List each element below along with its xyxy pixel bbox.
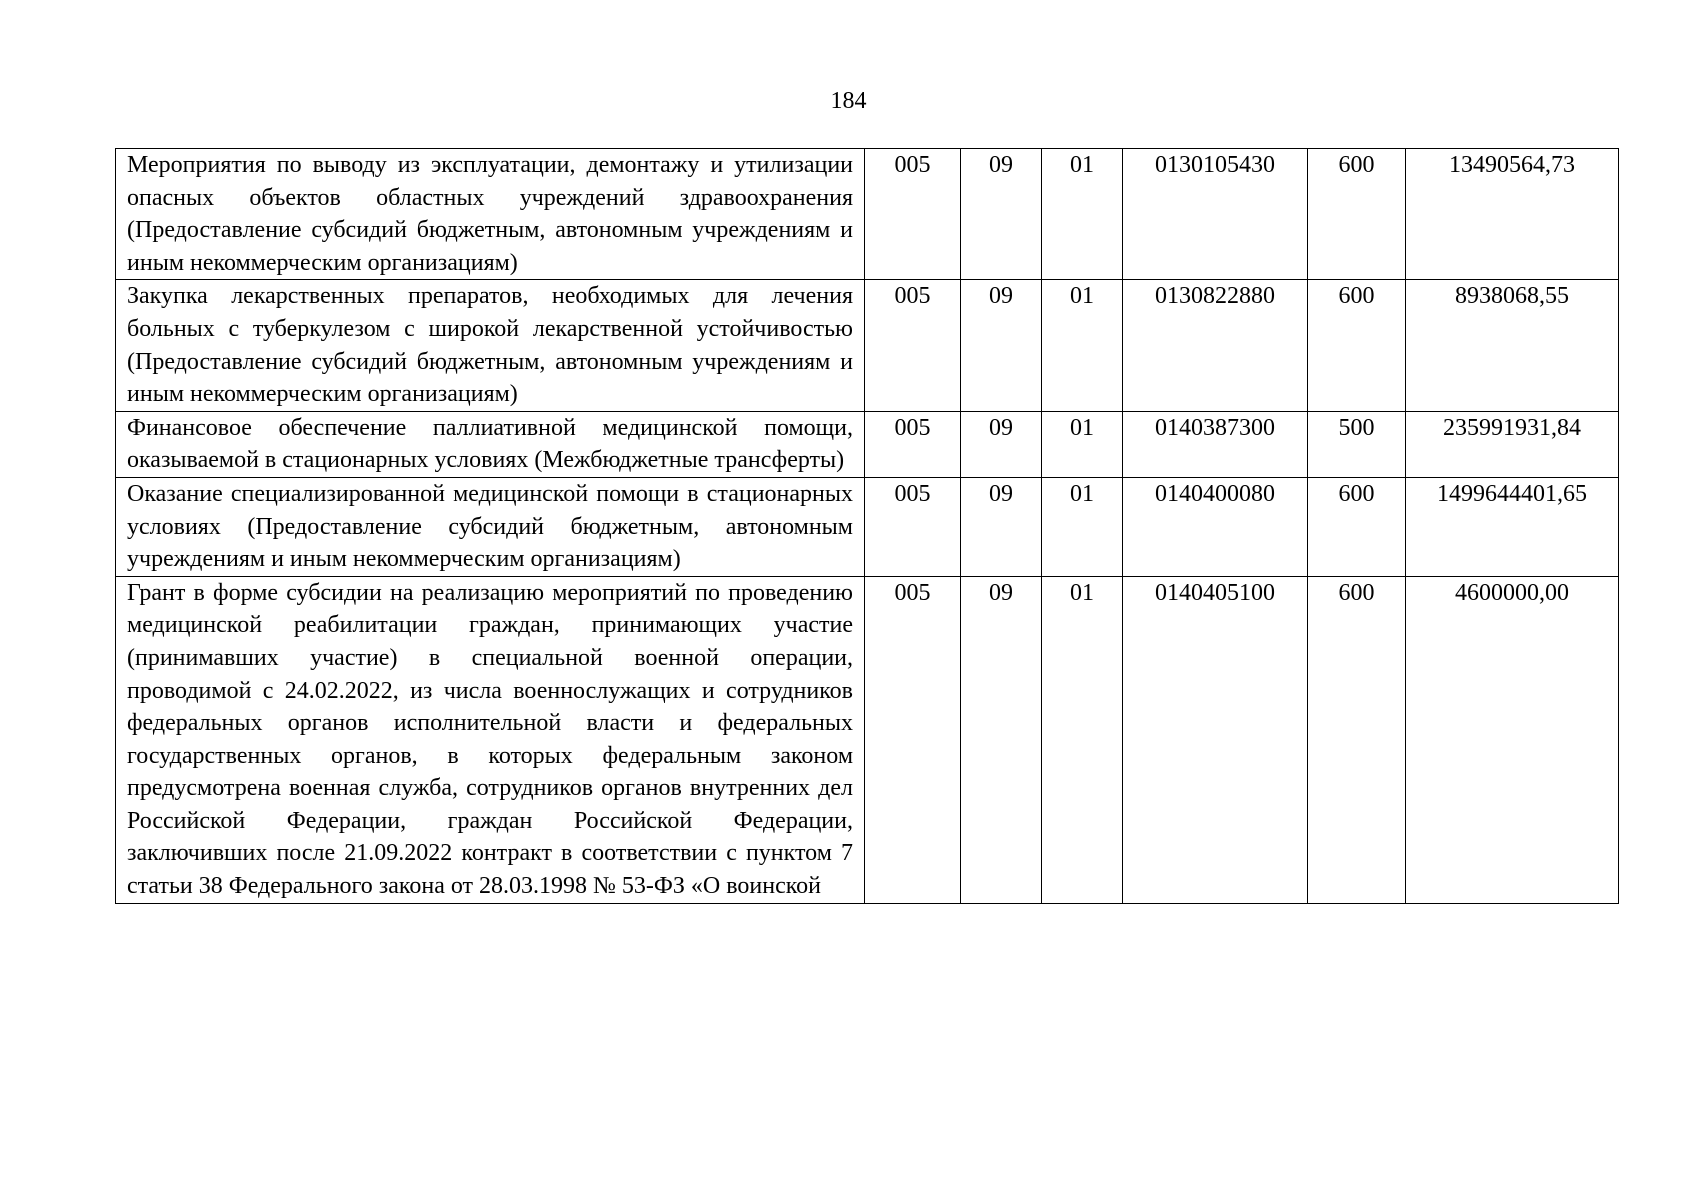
page-number: 184: [830, 88, 867, 114]
row-amount: 13490564,73: [1406, 149, 1619, 280]
row-grbs-code: 005: [865, 411, 961, 477]
row-subsection-code: 01: [1042, 280, 1123, 411]
table-row: [116, 411, 1619, 477]
row-target-article-code: 0140387300: [1123, 411, 1308, 477]
row-expense-type-code: 600: [1308, 280, 1406, 411]
row-description: Оказание специализированной медицинской помощи в стационарных условиях (Предоставление субсидий бюджетным, автономным учреждениям и иным некоммерческим организациям): [116, 477, 865, 576]
table-row: [116, 149, 1619, 280]
row-expense-type-code: 600: [1308, 477, 1406, 576]
row-subsection-code: 01: [1042, 149, 1123, 280]
row-target-article-code: 0130105430: [1123, 149, 1308, 280]
row-section-code: 09: [961, 411, 1042, 477]
table-row: [116, 477, 1619, 576]
row-grbs-code: 005: [865, 576, 961, 903]
table-row: [116, 576, 1619, 903]
row-expense-type-code: 600: [1308, 149, 1406, 280]
row-section-code: 09: [961, 149, 1042, 280]
row-grbs-code: 005: [865, 477, 961, 576]
row-target-article-code: 0130822880: [1123, 280, 1308, 411]
row-description: Закупка лекарственных препаратов, необходимых для лечения больных с туберкулезом с широкой лекарственной устойчивостью (Предоставление субсидий бюджетным, автономным учреждениям и иным некоммерческим организациям): [116, 280, 865, 411]
row-subsection-code: 01: [1042, 411, 1123, 477]
row-amount: 8938068,55: [1406, 280, 1619, 411]
row-section-code: 09: [961, 576, 1042, 903]
row-amount: 235991931,84: [1406, 411, 1619, 477]
row-expense-type-code: 500: [1308, 411, 1406, 477]
row-target-article-code: 0140405100: [1123, 576, 1308, 903]
row-description: Финансовое обеспечение паллиативной медицинской помощи, оказываемой в стационарных условиях (Межбюджетные трансферты): [116, 411, 865, 477]
row-target-article-code: 0140400080: [1123, 477, 1308, 576]
row-description: Грант в форме субсидии на реализацию мероприятий по проведению медицинской реабилитации граждан, принимающих участие (принимавших участие) в специальной военной операции, проводимой с 24.02.2022, из числа военнослужащих и сотрудников федеральных органов исполнительной власти и федеральных государственных органов, в которых федеральным законом предусмотрена военная служба, сотрудников органов внутренних дел Российской Федерации, граждан Российской Федерации, заключивших после 21.09.2022 контракт в соответствии с пунктом 7 статьи 38 Федерального закона от 28.03.1998 № 53-ФЗ «О воинской: [116, 576, 865, 903]
budget-table: [115, 148, 1619, 904]
row-grbs-code: 005: [865, 280, 961, 411]
row-expense-type-code: 600: [1308, 576, 1406, 903]
row-section-code: 09: [961, 477, 1042, 576]
row-amount: 4600000,00: [1406, 576, 1619, 903]
row-description: Мероприятия по выводу из эксплуатации, демонтажу и утилизации опасных объектов областных учреждений здравоохранения (Предоставление субсидий бюджетным, автономным учреждениям и иным некоммерческим организациям): [116, 149, 865, 280]
row-grbs-code: 005: [865, 149, 961, 280]
row-subsection-code: 01: [1042, 477, 1123, 576]
row-subsection-code: 01: [1042, 576, 1123, 903]
row-section-code: 09: [961, 280, 1042, 411]
row-amount: 1499644401,65: [1406, 477, 1619, 576]
table-row: [116, 280, 1619, 411]
